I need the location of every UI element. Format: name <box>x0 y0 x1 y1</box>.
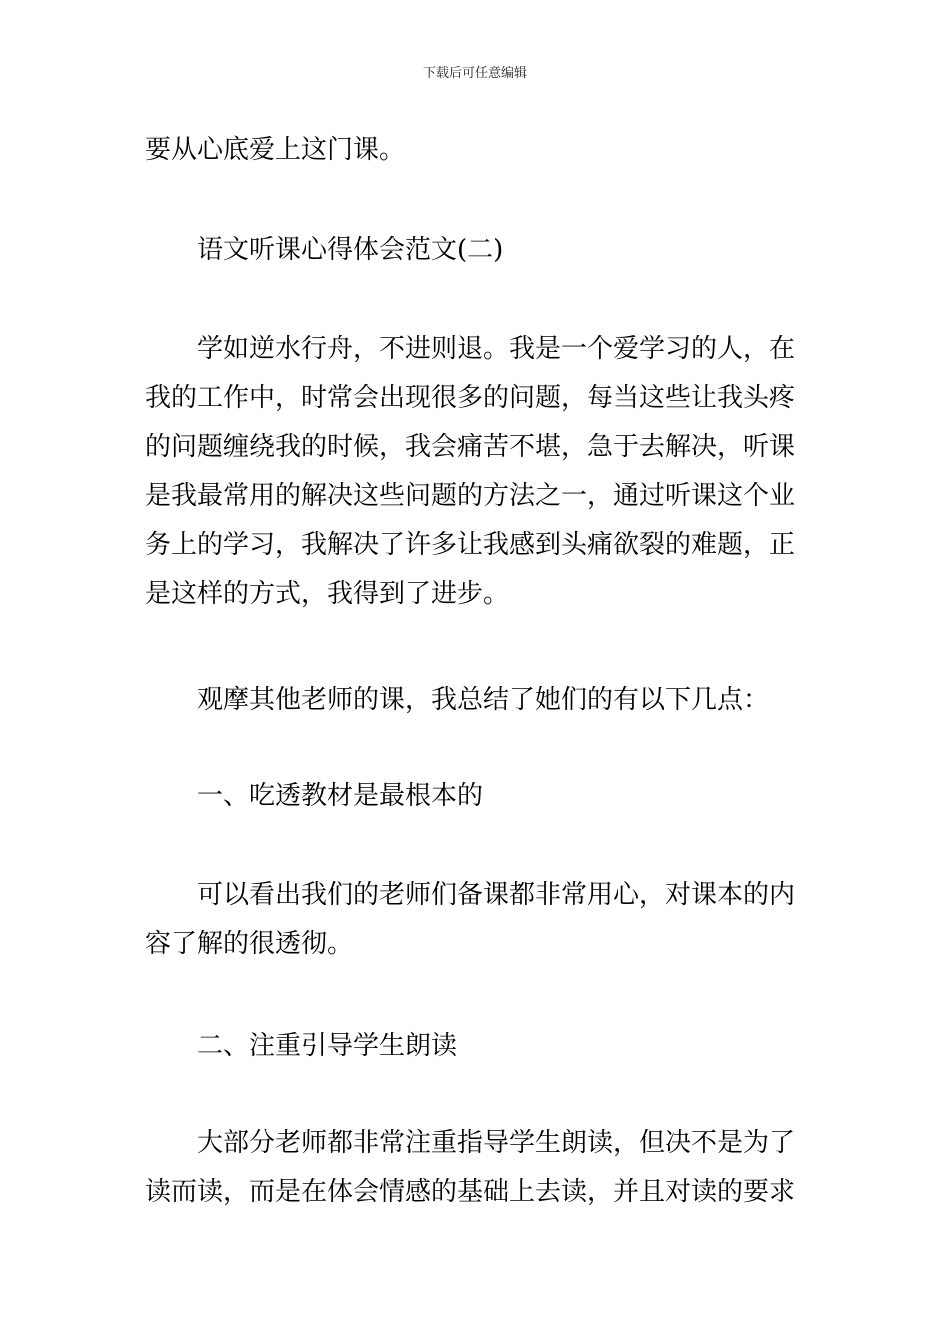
paragraph-point-two <box>145 1119 810 1217</box>
text-line: 二、注重引导学生朗读 <box>197 1031 458 1061</box>
text-line: 可以看出我们的老师们备课都非常用心，对课本的内 <box>197 880 796 910</box>
point-one-heading <box>145 772 810 821</box>
text-line: 大部分老师都非常注重指导学生朗读，但决不是为了 <box>197 1128 796 1158</box>
text-line: 是这样的方式，我得到了进步。 <box>145 579 510 609</box>
paragraph-continuation <box>145 126 810 175</box>
text-line: 学如逆水行舟，不进则退。我是一个爱学习的人，在 <box>197 334 796 364</box>
text-line: 的问题缠绕我的时候，我会痛苦不堪，急于去解决，听课 <box>145 432 796 462</box>
text-line: 我的工作中，时常会出现很多的问题，每当这些让我头疼 <box>145 383 796 413</box>
text-line: 容了解的很透彻。 <box>145 929 354 959</box>
text-line: 要从心底爱上这门课。 <box>145 135 406 165</box>
text-line: 务上的学习，我解决了许多让我感到头痛欲裂的难题，正 <box>145 530 796 560</box>
page-header: 下载后可任意编辑 <box>422 66 527 81</box>
paragraph-study <box>145 325 810 619</box>
section-title <box>145 226 810 275</box>
text-line: 语文听课心得体会范文(二) <box>197 235 504 265</box>
text-line: 是我最常用的解决这些问题的方法之一，通过听课这个业 <box>145 481 796 511</box>
point-two-heading <box>145 1022 810 1071</box>
paragraph-point-one <box>145 871 810 969</box>
text-line: 观摩其他老师的课，我总结了她们的有以下几点： <box>197 685 770 715</box>
text-line: 一、吃透教材是最根本的 <box>197 781 484 811</box>
paragraph-observation <box>145 676 810 725</box>
text-line: 读而读，而是在体会情感的基础上去读，并且对读的要求 <box>145 1177 796 1207</box>
